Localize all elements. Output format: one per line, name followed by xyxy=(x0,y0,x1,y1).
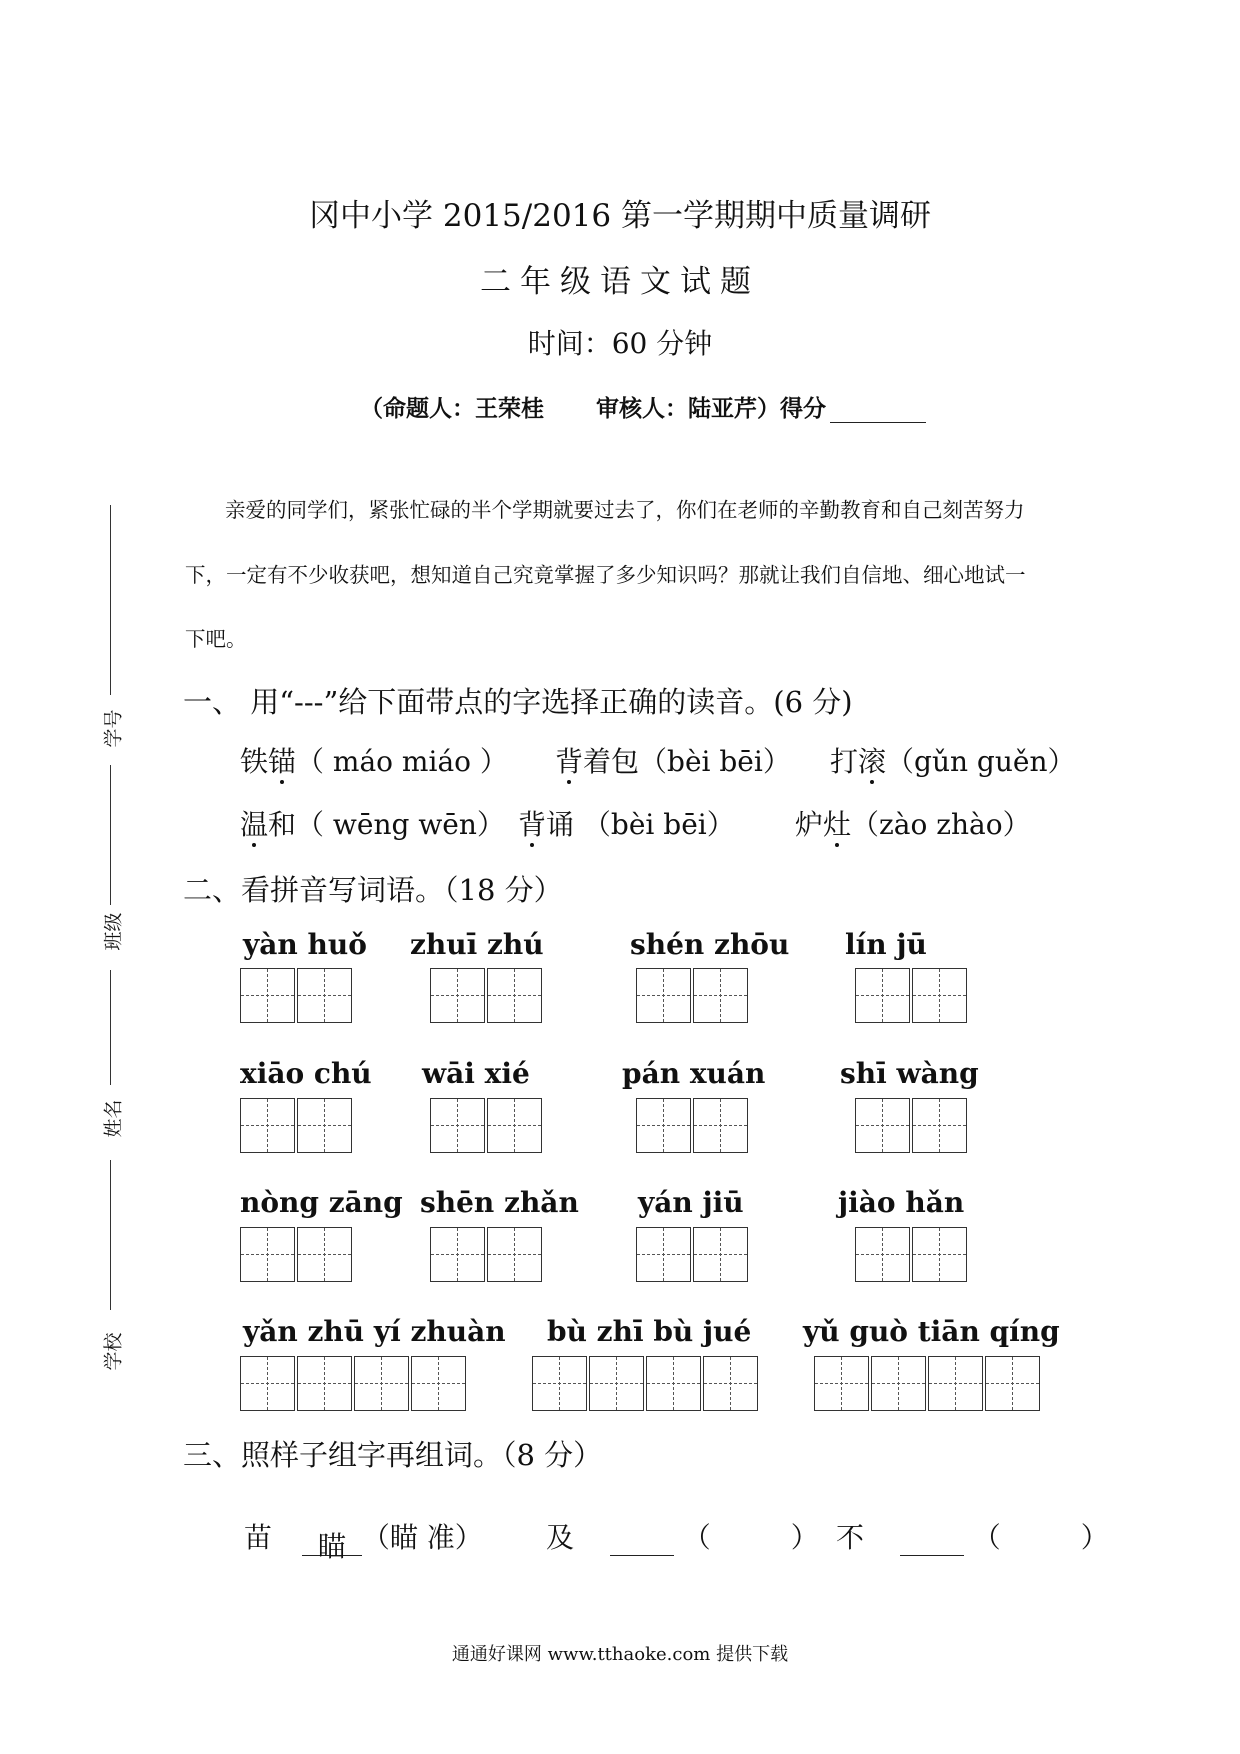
reading-options[interactable]: （ wēng wēn） xyxy=(296,808,505,841)
pinyin-prompt: yán jiū xyxy=(638,1186,744,1219)
binding-line-4 xyxy=(110,1160,111,1310)
grid-cell[interactable] xyxy=(693,968,748,1023)
reading-options[interactable]: （bèi bēi） xyxy=(574,808,735,841)
answer-grid[interactable] xyxy=(430,1098,544,1153)
grid-cell[interactable] xyxy=(928,1356,983,1411)
exam-time: 时间：60 分钟 xyxy=(527,327,713,360)
reading-options[interactable]: （zào zhào） xyxy=(851,808,1031,841)
exercise-item: 及 （ ） xyxy=(546,1521,819,1554)
pinyin-prompt: yǎn zhū yí zhuàn xyxy=(243,1315,506,1348)
intro-line-2: 下，一定有不少收获吧，想知道自己究竟掌握了多少知识吗？那就让我们自信地、细心地试一 xyxy=(185,563,1026,587)
answer-grid[interactable] xyxy=(636,1227,750,1282)
pinyin-prompt: bù zhī bù jué xyxy=(547,1315,752,1348)
intro-line-1: 亲爱的同学们，紧张忙碌的半个学期就要过去了，你们在老师的辛勤教育和自己刻苦努力 xyxy=(225,498,1025,522)
answer-grid[interactable] xyxy=(430,1227,544,1282)
example-char: 苗 xyxy=(244,1521,273,1554)
reading-item: 背着包（bèi bēi） xyxy=(555,745,791,778)
binding-line-1 xyxy=(110,505,111,695)
reading-item: 炉灶（zào zhào） xyxy=(795,808,1031,841)
grid-cell[interactable] xyxy=(636,968,691,1023)
grid-cell[interactable] xyxy=(985,1356,1040,1411)
reading-options[interactable]: （bèi bēi） xyxy=(639,745,791,778)
answer-grid[interactable] xyxy=(814,1356,1042,1411)
grid-cell[interactable] xyxy=(855,1227,910,1282)
score-blank[interactable] xyxy=(830,400,926,423)
grid-cell[interactable] xyxy=(430,1098,485,1153)
grid-cell[interactable] xyxy=(297,1098,352,1153)
grid-cell[interactable] xyxy=(646,1356,701,1411)
exercise-item: 不 （ ） xyxy=(836,1521,1109,1554)
footer-text: 通通好课网 www.tthaoke.com 提供下载 xyxy=(451,1644,789,1665)
dotted-char: 背 xyxy=(518,808,547,841)
grid-cell[interactable] xyxy=(411,1356,466,1411)
answer-grid[interactable] xyxy=(855,1227,969,1282)
binding-line-2 xyxy=(110,765,111,905)
grid-cell[interactable] xyxy=(814,1356,869,1411)
grid-cell[interactable] xyxy=(912,1227,967,1282)
answer-grid[interactable] xyxy=(240,1227,354,1282)
pinyin-prompt: shī wàng xyxy=(840,1057,979,1090)
grid-cell[interactable] xyxy=(855,968,910,1023)
grid-cell[interactable] xyxy=(297,968,352,1023)
grid-cell[interactable] xyxy=(871,1356,926,1411)
grid-cell[interactable] xyxy=(693,1098,748,1153)
answer-grid[interactable] xyxy=(636,1098,750,1153)
grid-cell[interactable] xyxy=(487,968,542,1023)
student-number-label: 学号 xyxy=(102,709,125,748)
dotted-char: 温 xyxy=(240,808,269,841)
grid-cell[interactable] xyxy=(532,1356,587,1411)
answer-grid[interactable] xyxy=(855,968,969,1023)
example-word: （瞄 准） xyxy=(361,1521,483,1554)
pinyin-prompt: yǔ guò tiān qíng xyxy=(803,1315,1060,1348)
school-label: 学校 xyxy=(102,1332,125,1371)
section3-title: 三、照样子组字再组词。（8 分） xyxy=(183,1438,603,1472)
grid-cell[interactable] xyxy=(487,1098,542,1153)
example-row xyxy=(244,1516,483,1563)
reading-item: 温和（ wēng wēn） xyxy=(240,808,505,841)
reading-item: 背诵 （bèi bēi） xyxy=(518,808,735,841)
pinyin-prompt: wāi xié xyxy=(422,1057,530,1090)
grid-cell[interactable] xyxy=(703,1356,758,1411)
pinyin-prompt: shēn zhǎn xyxy=(420,1186,579,1219)
exam-title: 冈中小学 2015/2016 第一学期期中质量调研 xyxy=(309,198,931,234)
intro-line-3: 下吧。 xyxy=(185,627,247,651)
section1-title: 一、 用“---”给下面带点的字选择正确的读音。(6 分) xyxy=(183,685,853,719)
pinyin-prompt: zhuī zhú xyxy=(410,928,544,961)
grid-cell[interactable] xyxy=(589,1356,644,1411)
answer-grid[interactable] xyxy=(430,968,544,1023)
pinyin-prompt: jiào hǎn xyxy=(838,1186,965,1219)
grid-cell[interactable] xyxy=(297,1356,352,1411)
reading-item: 打滚（gǔn guěn） xyxy=(830,745,1076,778)
class-label: 班级 xyxy=(102,912,125,951)
grid-cell[interactable] xyxy=(855,1098,910,1153)
answer-grid[interactable] xyxy=(532,1356,760,1411)
exam-subtitle: 二年级语文试题 xyxy=(480,264,760,300)
author-line xyxy=(360,390,926,423)
grid-cell[interactable] xyxy=(297,1227,352,1282)
grid-cell[interactable] xyxy=(912,968,967,1023)
grid-cell[interactable] xyxy=(912,1098,967,1153)
answer-grid[interactable] xyxy=(240,1098,354,1153)
pinyin-prompt: pán xuán xyxy=(622,1057,766,1090)
pinyin-prompt: lín jū xyxy=(845,928,927,961)
example-new-char: 瞄 xyxy=(302,1525,362,1556)
grid-cell[interactable] xyxy=(430,1227,485,1282)
grid-cell[interactable] xyxy=(430,968,485,1023)
reading-options[interactable]: （ máo miáo ） xyxy=(296,745,508,778)
dotted-char: 锚 xyxy=(268,745,297,778)
grid-cell[interactable] xyxy=(636,1098,691,1153)
reviewer-name: 审核人：陆亚芹）得分 xyxy=(596,396,826,422)
dotted-char: 背 xyxy=(555,745,584,778)
char-blank[interactable] xyxy=(610,1525,674,1556)
exercise-char: 不 xyxy=(836,1521,865,1554)
reading-item: 铁锚（ máo miáo ） xyxy=(240,745,508,778)
grid-cell[interactable] xyxy=(693,1227,748,1282)
answer-grid[interactable] xyxy=(240,1356,468,1411)
pinyin-prompt: shén zhōu xyxy=(630,928,790,961)
grid-cell[interactable] xyxy=(240,1227,295,1282)
pinyin-prompt: nòng zāng xyxy=(240,1186,403,1219)
grid-cell[interactable] xyxy=(240,968,295,1023)
grid-cell[interactable] xyxy=(636,1227,691,1282)
grid-cell[interactable] xyxy=(487,1227,542,1282)
char-blank[interactable] xyxy=(900,1525,964,1556)
dotted-char: 滚 xyxy=(858,745,887,778)
grid-cell[interactable] xyxy=(240,1356,295,1411)
dotted-char: 灶 xyxy=(823,808,852,841)
answer-grid[interactable] xyxy=(636,968,750,1023)
pinyin-prompt: xiāo chú xyxy=(240,1057,372,1090)
author-name: （命题人：王荣桂 xyxy=(360,396,544,422)
binding-line-3 xyxy=(110,970,111,1085)
exercise-char: 及 xyxy=(546,1521,575,1554)
grid-cell[interactable] xyxy=(240,1098,295,1153)
grid-cell[interactable] xyxy=(354,1356,409,1411)
name-label: 姓名 xyxy=(102,1099,125,1138)
answer-grid[interactable] xyxy=(855,1098,969,1153)
section2-title: 二、看拼音写词语。（18 分） xyxy=(183,873,563,907)
pinyin-prompt: yàn huǒ xyxy=(243,928,367,961)
reading-options[interactable]: （gǔn guěn） xyxy=(886,745,1076,778)
answer-grid[interactable] xyxy=(240,968,354,1023)
